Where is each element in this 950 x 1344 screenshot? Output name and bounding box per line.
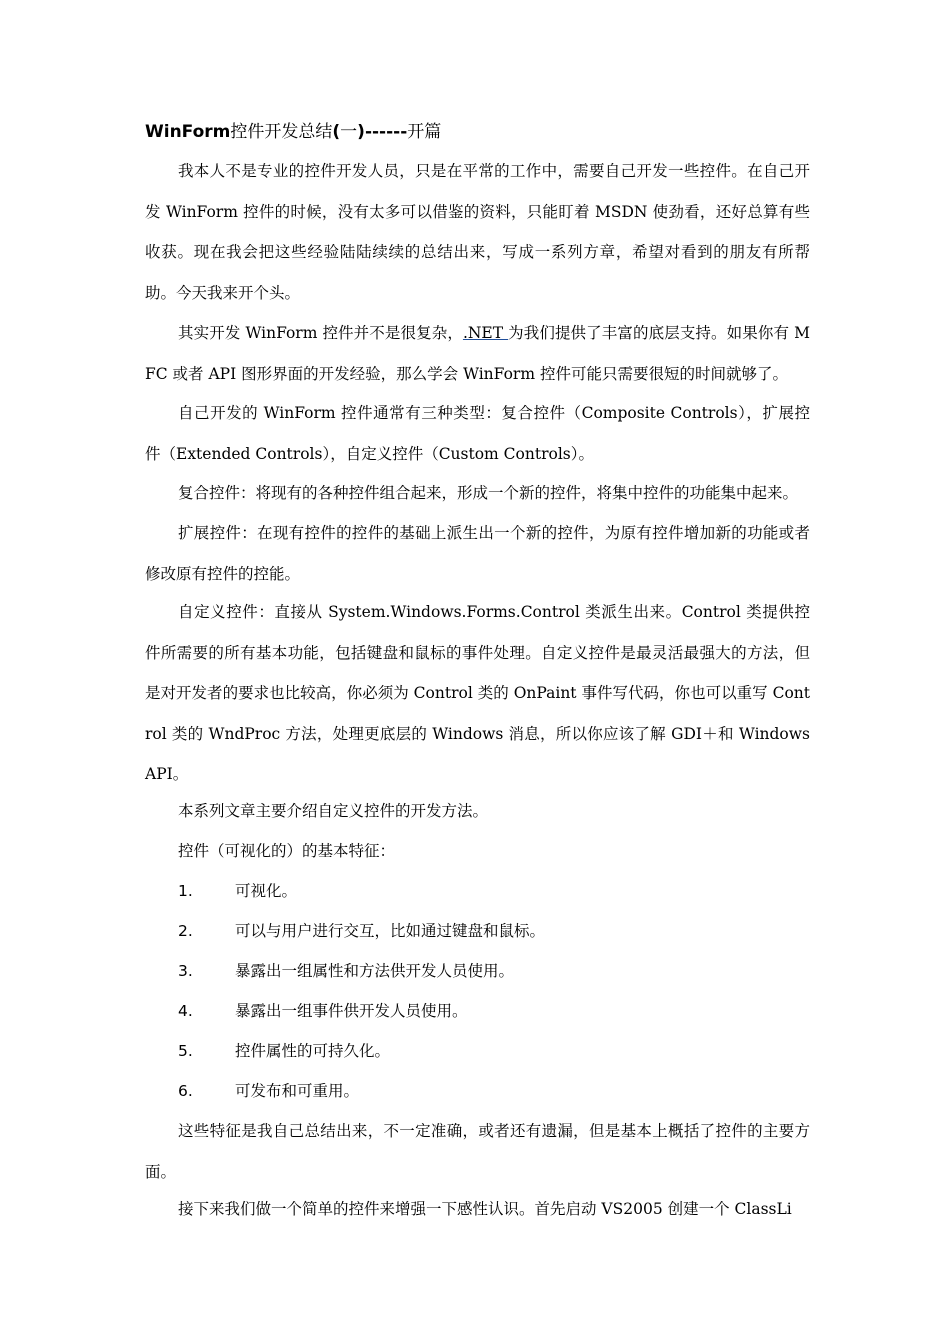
- title-winform: WinForm: [145, 122, 231, 142]
- title-main: 控件开发总结: [230, 122, 333, 142]
- paragraph-features-summary: 这些特征是我自己总结出来，不一定准确，或者还有遗漏，但是基本上概括了控件的主要方面。: [145, 1122, 810, 1181]
- paragraph-dotnet-after: 为我们提供了丰富的底层支持。如果你有 MFC 或者 API 图形界面的开发经验，那么学会 WinForm 控件可能只需要很短的时间就够了。: [145, 324, 810, 383]
- title-dashes: )------: [357, 122, 408, 142]
- document-title: [145, 118, 441, 146]
- list-text: 可以与用户进行交互，比如通过键盘和鼠标。: [235, 922, 546, 940]
- list-item: [178, 871, 297, 911]
- title-number: 一: [340, 122, 358, 142]
- list-item: [178, 991, 468, 1031]
- paragraph-composite: 复合控件：将现有的各种控件组合起来，形成一个新的控件，将集中控件的功能集中起来。: [178, 484, 799, 502]
- paragraph-next-steps: 接下来我们做一个简单的控件来增强一下感性认识。首先启动 VS2005 创建一个 ClassLi: [178, 1200, 792, 1218]
- list-item: [178, 1071, 359, 1111]
- list-number: 4.: [178, 1002, 193, 1020]
- paragraph-control-types: 自己开发的 WinForm 控件通常有三种类型：复合控件（Composite Controls），扩展控件（Extended Controls），自定义控件（Custom Controls）。: [145, 404, 810, 463]
- list-number: 1.: [178, 882, 193, 900]
- paragraph-features-heading: 控件（可视化的）的基本特征：: [178, 842, 396, 860]
- paragraph-series-intro: 本系列文章主要介绍自定义控件的开发方法。: [178, 802, 489, 820]
- paragraph-custom: 自定义控件：直接从 System.Windows.Forms.Control 类派生出来。Control 类提供控件所需要的所有基本功能，包括键盘和鼠标的事件处理。自定义控件是最灵活最强大的方法，但是对开发者的要求也比较高，你必须为 Control 类的 OnPaint 事件写代码，你也可以重写 Control 类的 WndProc 方法，处理更底层的 Windows 消息，所以你应该了解 GDI＋和 Windows API。: [145, 603, 810, 783]
- list-text: 可视化。: [235, 882, 298, 900]
- list-text: 控件属性的可持久化。: [235, 1042, 391, 1060]
- list-text: 可发布和可重用。: [235, 1082, 360, 1100]
- dotnet-link[interactable]: .NET: [462, 324, 509, 342]
- list-text: 暴露出一组属性和方法供开发人员使用。: [235, 962, 515, 980]
- list-number: 6.: [178, 1082, 193, 1100]
- paragraph-intro: 我本人不是专业的控件开发人员，只是在平常的工作中，需要自己开发一些控件。在自己开发 WinForm 控件的时候，没有太多可以借鉴的资料，只能盯着 MSDN 使劲看，还好总算有些收获。现在我会把这些经验陆陆续续的总结出来，写成一系列方章，希望对看到的朋友有所帮助。今天我来开个头。: [145, 162, 810, 302]
- title-suffix: 开篇: [407, 122, 442, 142]
- list-item: [178, 1031, 390, 1071]
- paragraph-dotnet: [145, 313, 810, 394]
- paragraph-extended: 扩展控件：在现有控件的控件的基础上派生出一个新的控件，为原有控件增加新的功能或者修改原有控件的控能。: [145, 524, 810, 583]
- list-number: 2.: [178, 922, 193, 940]
- paragraph-dotnet-before: 其实开发 WinForm 控件并不是很复杂，: [178, 324, 463, 342]
- list-item: [178, 911, 545, 951]
- title-paren-open: (: [332, 122, 341, 142]
- list-text: 暴露出一组事件供开发人员使用。: [235, 1002, 468, 1020]
- list-number: 3.: [178, 962, 193, 980]
- list-item: [178, 951, 514, 991]
- list-number: 5.: [178, 1042, 193, 1060]
